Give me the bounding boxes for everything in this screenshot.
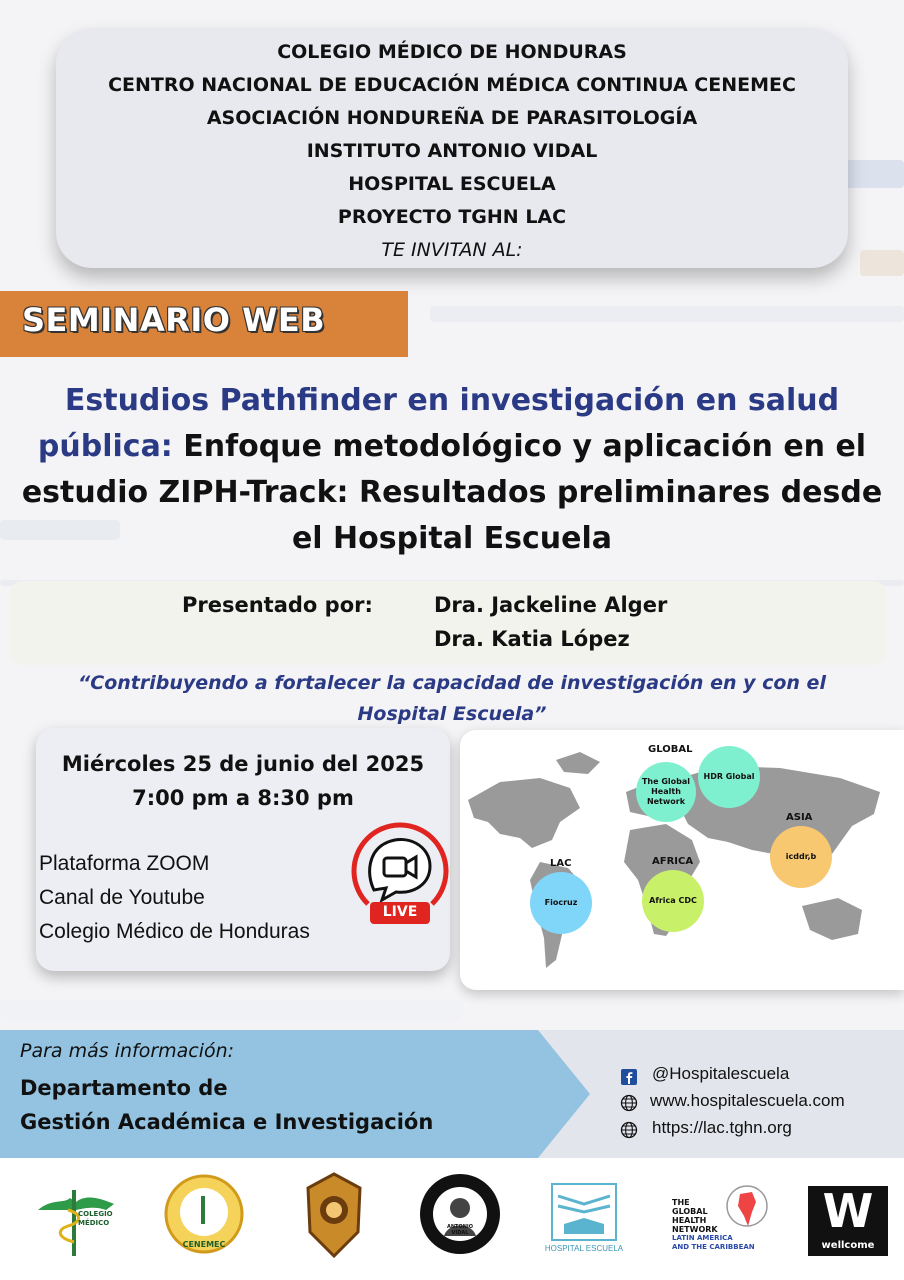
seminar-banner [0, 291, 408, 357]
tghn-logo-line: HEALTH [672, 1216, 707, 1225]
platform-item: Plataforma ZOOM [39, 852, 210, 875]
seminar-title [20, 378, 884, 562]
facebook-icon [620, 1068, 638, 1086]
presenter-box [10, 581, 886, 665]
title-rest: Enfoque metodológico y aplicación en el estudio ZIPH-Track: Resultados preliminares desde el Hospital Escuela [21, 429, 883, 556]
presenter-name: Dra. Jackeline Alger [434, 593, 668, 617]
invite-line: TE INVITAN AL: [381, 239, 523, 261]
contact-facebook[interactable]: @Hospitalescuela [652, 1064, 790, 1083]
background-stripe [0, 1000, 460, 1020]
region-label: GLOBAL [648, 744, 693, 755]
hospital-escuela-logo [550, 1182, 618, 1242]
globe-icon [620, 1094, 638, 1112]
region-label: ASIA [786, 812, 813, 823]
contact-website[interactable]: www.hospitalescuela.com [650, 1091, 845, 1110]
event-box [36, 728, 450, 971]
org-line: COLEGIO MÉDICO DE HONDURAS [277, 41, 627, 63]
department-line: Gestión Académica e Investigación [20, 1110, 434, 1134]
antonio-vidal-logo-text: ANTONIO VIDAL [446, 1224, 473, 1236]
antonio-vidal-logo [418, 1172, 502, 1256]
contact-tghn[interactable]: https://lac.tghn.org [652, 1118, 792, 1137]
tghn-logo-line: LATIN AMERICA [672, 1234, 733, 1242]
partner-map [460, 730, 904, 990]
seminar-label: SEMINARIO WEB [22, 301, 326, 339]
live-badge: LIVE [382, 904, 418, 920]
background-stripe [430, 306, 904, 322]
wellcome-logo-mark: W [822, 1184, 874, 1238]
region-label: AFRICA [652, 856, 694, 867]
region-label: LAC [550, 858, 572, 869]
org-line: HOSPITAL ESCUELA [348, 173, 556, 195]
tghn-logo-line: THE [672, 1198, 690, 1207]
info-label: Para más información: [20, 1040, 235, 1062]
platform-item: Canal de Youtube [39, 886, 205, 909]
wellcome-logo-text: wellcome [821, 1240, 875, 1251]
background-stripe [840, 160, 904, 188]
tghn-logo-line: AND THE CARIBBEAN [672, 1243, 755, 1251]
wellcome-logo [808, 1186, 888, 1256]
logos-strip [0, 1158, 904, 1280]
department-line: Departamento de [20, 1076, 228, 1100]
hospital-escuela-logo-text: HOSPITAL ESCUELA [544, 1244, 624, 1253]
quote: “Contribuyendo a fortalecer la capacidad de investigación en y con el Hospital Escuela” [78, 672, 826, 725]
partner-circle: Africa CDC [642, 870, 704, 932]
presenter-label: Presentado por: [182, 593, 373, 617]
background-stripe [860, 250, 904, 276]
event-date: Miércoles 25 de junio del 2025 [61, 752, 425, 776]
org-line: INSTITUTO ANTONIO VIDAL [306, 140, 598, 162]
cenemec-logo-text: CENEMEC [182, 1240, 226, 1249]
org-line: ASOCIACIÓN HONDUREÑA DE PARASITOLOGÍA [206, 107, 698, 129]
org-line: CENTRO NACIONAL DE EDUCACIÓN MÉDICA CONTINUA CENEMEC [108, 74, 796, 96]
event-time: 7:00 pm a 8:30 pm [132, 786, 354, 810]
partner-circle: HDR Global [698, 746, 760, 808]
tghn-map-icon [726, 1182, 768, 1232]
header-box [56, 28, 848, 268]
partner-circle: icddr,b [770, 826, 832, 888]
org-line: PROYECTO TGHN LAC [337, 206, 567, 228]
partner-circle: Fiocruz [530, 872, 592, 934]
title-highlight: Estudios Pathfinder en investigación en salud pública: [37, 383, 840, 464]
globe-icon [620, 1121, 638, 1139]
colegio-medico-logo-text: COLEGIO MÉDICO [78, 1210, 113, 1227]
tghn-logo-line: NETWORK [672, 1225, 718, 1234]
tghn-logo-line: GLOBAL [672, 1207, 708, 1216]
platform-item: Colegio Médico de Honduras [39, 920, 310, 943]
partner-circle: The Global Health Network [636, 762, 696, 822]
presenter-name: Dra. Katia López [434, 627, 630, 651]
parasitologia-logo [304, 1172, 364, 1258]
